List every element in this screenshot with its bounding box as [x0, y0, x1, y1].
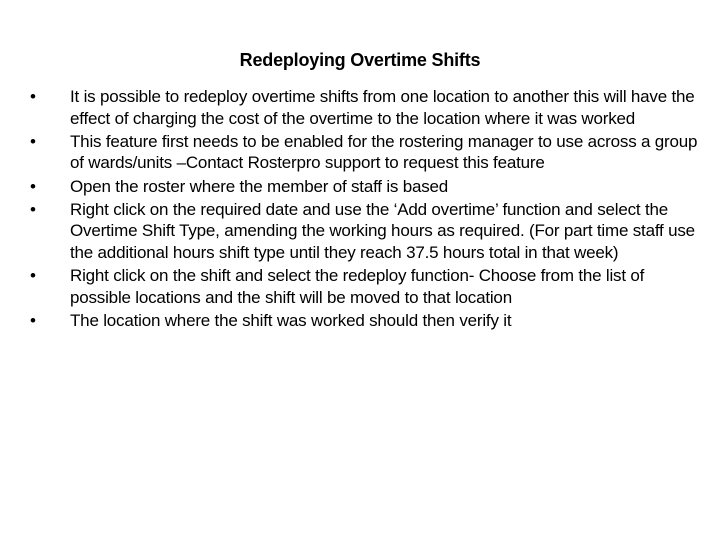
bullet-text: It is possible to redeploy overtime shifts from one location to another this will have the effect of charging the cost of the overtime to the location where it was worked: [70, 87, 695, 128]
slide-title: Redeploying Overtime Shifts: [239, 50, 481, 70]
bullet-text: Right click on the shift and select the redeploy function- Choose from the list of possible locations and the shift will be moved to that location: [70, 266, 645, 307]
bullet-text: This feature first needs to be enabled for the rostering manager to use across a group of wards/units –Contact Rosterpro support to request this feature: [70, 131, 698, 173]
bullet-item: [30, 131, 700, 174]
bullet-dot-icon: •: [30, 131, 36, 151]
bullet-text: Right click on the required date and use the ‘Add overtime’ function and select the Overtime Shift Type, amending the working hours as required. (For part time staff use the additional hours shift type until they reach 37.5 hours total in that week): [70, 199, 695, 262]
bullet-text: Open the roster where the member of staff is based: [70, 176, 449, 196]
bullet-item: [30, 199, 700, 264]
bullet-item: [30, 310, 700, 332]
bullet-dot-icon: •: [30, 176, 36, 196]
bullet-dot-icon: •: [30, 266, 36, 286]
bullet-list: [30, 86, 700, 333]
bullet-item: [30, 265, 700, 308]
bullet-dot-icon: •: [30, 310, 36, 330]
bullet-item: [30, 86, 700, 129]
bullet-text: The location where the shift was worked should then verify it: [70, 310, 512, 330]
bullet-dot-icon: •: [30, 87, 36, 106]
bullet-dot-icon: •: [30, 199, 36, 219]
bullet-item: [30, 176, 700, 198]
